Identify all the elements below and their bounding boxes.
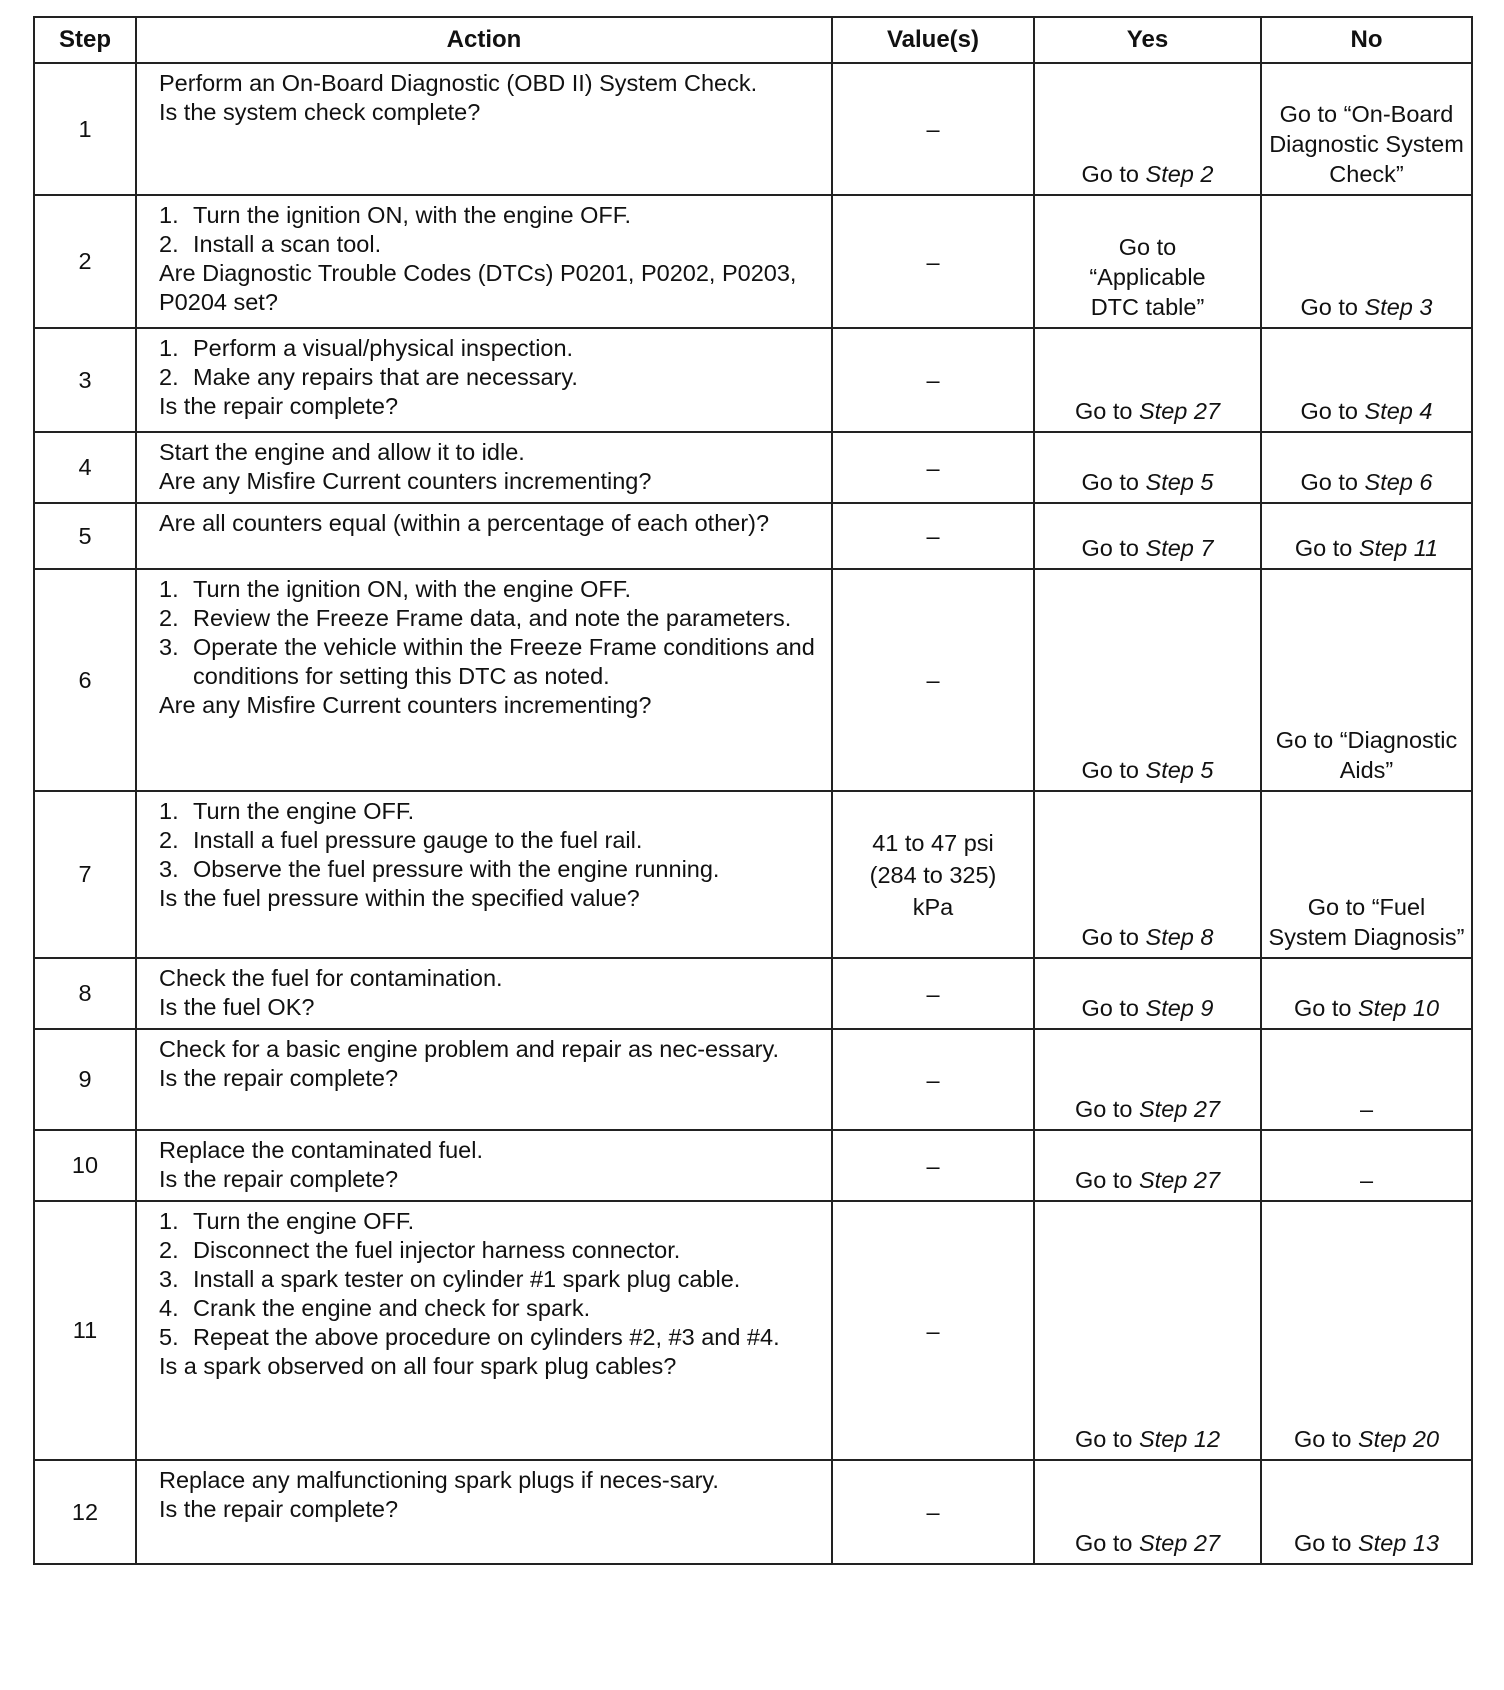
action-cell — [136, 569, 832, 791]
value-cell — [832, 958, 1034, 1029]
yes-cell — [1034, 195, 1261, 328]
table-row — [34, 1130, 1472, 1201]
header-yes: Yes — [1034, 17, 1261, 63]
yes-prefix: Go to — [1074, 1530, 1139, 1556]
no-destination — [1294, 993, 1439, 1023]
yes-cell — [1034, 328, 1261, 432]
action-cell — [136, 958, 832, 1029]
yes-cell — [1034, 958, 1261, 1029]
step-number: 2 — [34, 195, 136, 328]
no-step-target: Step 6 — [1364, 469, 1433, 495]
header-values: Value(s) — [832, 17, 1034, 63]
no-cell — [1261, 63, 1472, 195]
substep-text: Install a fuel pressure gauge to the fuel rail. — [193, 827, 643, 853]
value-cell — [832, 432, 1034, 503]
step-number: 11 — [34, 1201, 136, 1460]
no-cell — [1261, 328, 1472, 432]
substep-number: 1. — [159, 576, 179, 602]
yes-destination — [1075, 396, 1220, 426]
action-line: Are any Misfire Current counters incrementing? — [159, 468, 652, 494]
value-text: – — [926, 1499, 940, 1525]
no-prefix: Go to “On-Board Diagnostic System Check” — [1269, 101, 1471, 187]
action-line: Start the engine and allow it to idle. — [159, 439, 525, 465]
substep-text: Observe the fuel pressure with the engine running. — [193, 856, 720, 882]
no-cell — [1261, 1130, 1472, 1201]
no-cell — [1261, 432, 1472, 503]
action-line: Is the fuel pressure within the specified value? — [159, 885, 640, 911]
yes-destination — [1082, 993, 1214, 1023]
yes-prefix: Go to — [1081, 995, 1146, 1021]
table-body — [34, 63, 1472, 1564]
yes-destination — [1082, 467, 1214, 497]
value-cell — [832, 195, 1034, 328]
value-cell — [832, 1130, 1034, 1201]
value-text: – — [926, 248, 940, 275]
no-cell — [1261, 503, 1472, 569]
action-substep — [159, 797, 821, 826]
substep-number: 1. — [159, 798, 179, 824]
substep-text: Disconnect the fuel injector harness connector. — [193, 1237, 681, 1263]
action-cell — [136, 328, 832, 432]
no-prefix: Go to — [1294, 535, 1359, 561]
table-row — [34, 1201, 1472, 1460]
action-cell — [136, 1201, 832, 1460]
step-number: 12 — [34, 1460, 136, 1564]
action-substep — [159, 575, 821, 604]
substep-text: Turn the engine OFF. — [193, 798, 415, 824]
table-row — [34, 569, 1472, 791]
action-line: Is the repair complete? — [159, 1166, 399, 1192]
yes-cell — [1034, 569, 1261, 791]
value-text: – — [926, 667, 940, 693]
substep-number: 2. — [159, 231, 179, 257]
step-number: 5 — [34, 503, 136, 569]
action-cell — [136, 1130, 832, 1201]
table-row — [34, 432, 1472, 503]
action-substep — [159, 334, 821, 363]
value-text: – — [926, 367, 940, 393]
value-text: – — [926, 116, 940, 142]
table-row — [34, 63, 1472, 195]
action-line: Perform an On-Board Diagnostic (OBD II) System Check. — [159, 70, 758, 96]
action-line: Are any Misfire Current counters incrementing? — [159, 692, 652, 718]
action-substep — [159, 855, 821, 884]
step-number: 9 — [34, 1029, 136, 1130]
yes-prefix: Go to — [1074, 1167, 1139, 1193]
action-line: Are all counters equal (within a percentage of each other)? — [159, 510, 770, 536]
substep-text: Install a scan tool. — [193, 231, 382, 257]
substep-number: 4. — [159, 1295, 179, 1321]
no-destination — [1268, 725, 1465, 785]
no-prefix: Go to — [1300, 294, 1365, 320]
no-cell — [1261, 1029, 1472, 1130]
substep-text: Install a spark tester on cylinder #1 spark plug cable. — [193, 1266, 741, 1292]
no-prefix: Go to — [1293, 1530, 1358, 1556]
substep-number: 3. — [159, 634, 179, 660]
yes-prefix: Go to — [1081, 535, 1146, 561]
yes-step-target: Step 27 — [1139, 1530, 1221, 1556]
substep-number: 3. — [159, 856, 179, 882]
no-prefix: Go to “Fuel System Diagnosis” — [1268, 894, 1465, 950]
value-cell — [832, 503, 1034, 569]
value-cell — [832, 791, 1034, 958]
yes-cell — [1034, 1130, 1261, 1201]
value-text: – — [926, 454, 940, 481]
no-prefix: Go to — [1300, 469, 1365, 495]
no-prefix: Go to — [1300, 398, 1365, 424]
yes-step-target: Step 2 — [1145, 161, 1214, 187]
yes-step-target: Step 7 — [1145, 535, 1214, 561]
no-prefix: – — [1359, 1096, 1374, 1122]
substep-number: 2. — [159, 605, 179, 631]
action-line: Is the repair complete? — [159, 1496, 399, 1522]
yes-step-target: Step 9 — [1145, 995, 1214, 1021]
substep-number: 5. — [159, 1324, 179, 1350]
step-number: 7 — [34, 791, 136, 958]
no-cell — [1261, 1460, 1472, 1564]
no-cell — [1261, 569, 1472, 791]
action-line: Is the system check complete? — [159, 99, 481, 125]
table-header-row — [34, 17, 1472, 63]
yes-destination — [1075, 1165, 1220, 1195]
no-step-target: Step 10 — [1358, 995, 1440, 1021]
action-cell — [136, 791, 832, 958]
value-cell — [832, 63, 1034, 195]
table-row — [34, 328, 1472, 432]
action-substep — [159, 826, 821, 855]
no-destination — [1360, 1165, 1373, 1195]
action-substep — [159, 201, 821, 230]
substep-text: Turn the ignition ON, with the engine OFF. — [193, 576, 632, 602]
substep-text: Repeat the above procedure on cylinders #2, #3 and #4. — [193, 1324, 780, 1350]
action-line: Is the repair complete? — [159, 393, 399, 419]
value-cell — [832, 328, 1034, 432]
yes-destination — [1075, 1094, 1220, 1124]
value-cell — [832, 1201, 1034, 1460]
yes-prefix: Go to — [1074, 398, 1139, 424]
action-cell — [136, 1460, 832, 1564]
no-prefix: Go to — [1293, 1426, 1358, 1452]
no-destination — [1360, 1094, 1373, 1124]
action-cell — [136, 195, 832, 328]
no-prefix: Go to — [1293, 995, 1358, 1021]
action-line: Is the fuel OK? — [159, 994, 315, 1020]
value-text: 41 to 47 psi (284 to 325) kPa — [869, 829, 997, 920]
yes-cell — [1034, 1201, 1261, 1460]
action-cell — [136, 432, 832, 503]
action-substep — [159, 230, 821, 259]
substep-number: 1. — [159, 335, 179, 361]
value-text: – — [926, 980, 940, 1007]
action-substep — [159, 1323, 821, 1352]
no-destination — [1301, 467, 1433, 497]
action-line: Are Diagnostic Trouble Codes (DTCs) P0201, P0202, P0203, P0204 set? — [159, 260, 797, 315]
action-substep — [159, 1294, 821, 1323]
value-text: – — [926, 1152, 940, 1179]
step-number: 10 — [34, 1130, 136, 1201]
no-destination — [1268, 892, 1465, 952]
yes-destination — [1082, 159, 1214, 189]
yes-step-target: Step 27 — [1139, 1096, 1221, 1122]
yes-step-target: Step 5 — [1145, 469, 1214, 495]
yes-destination — [1082, 755, 1214, 785]
no-step-target: Step 4 — [1364, 398, 1433, 424]
no-prefix: – — [1359, 1167, 1374, 1193]
substep-number: 1. — [159, 202, 179, 228]
substep-text: Crank the engine and check for spark. — [193, 1295, 591, 1321]
substep-number: 2. — [159, 827, 179, 853]
yes-destination — [1075, 1528, 1220, 1558]
action-line: Replace the contaminated fuel. — [159, 1137, 483, 1163]
value-cell — [832, 569, 1034, 791]
yes-cell — [1034, 432, 1261, 503]
yes-cell — [1034, 1460, 1261, 1564]
no-cell — [1261, 195, 1472, 328]
substep-number: 2. — [159, 364, 179, 390]
table-row — [34, 1460, 1472, 1564]
value-text: – — [926, 523, 940, 549]
no-prefix: Go to “Diagnostic Aids” — [1275, 727, 1463, 783]
substep-text: Turn the ignition ON, with the engine OFF. — [193, 202, 632, 228]
table-row — [34, 791, 1472, 958]
no-destination — [1301, 396, 1433, 426]
substep-number: 2. — [159, 1237, 179, 1263]
step-number: 6 — [34, 569, 136, 791]
substep-text: Perform a visual/physical inspection. — [193, 335, 574, 361]
no-cell — [1261, 1201, 1472, 1460]
no-destination — [1294, 1424, 1439, 1454]
header-action: Action — [136, 17, 832, 63]
no-destination — [1295, 533, 1438, 563]
yes-step-target: Step 27 — [1139, 1167, 1221, 1193]
step-number: 4 — [34, 432, 136, 503]
table-row — [34, 1029, 1472, 1130]
step-number: 8 — [34, 958, 136, 1029]
substep-number: 3. — [159, 1266, 179, 1292]
yes-cell — [1034, 791, 1261, 958]
yes-prefix: Go to — [1081, 469, 1146, 495]
action-line: Is the repair complete? — [159, 1065, 399, 1091]
action-substep — [159, 1265, 821, 1294]
substep-text: Turn the engine OFF. — [193, 1208, 415, 1234]
action-line: Is a spark observed on all four spark plug cables? — [159, 1353, 677, 1379]
value-text: – — [926, 1066, 940, 1093]
header-no: No — [1261, 17, 1472, 63]
no-destination — [1301, 292, 1433, 322]
action-cell — [136, 1029, 832, 1130]
no-step-target: Step 3 — [1364, 294, 1433, 320]
yes-step-target: Step 8 — [1145, 924, 1214, 950]
action-line: Check for a basic engine problem and repair as nec-essary. — [159, 1036, 780, 1062]
yes-prefix: Go to “Applicable DTC table” — [1089, 234, 1213, 320]
yes-destination — [1075, 1424, 1220, 1454]
yes-prefix: Go to — [1074, 1096, 1139, 1122]
step-number: 1 — [34, 63, 136, 195]
no-cell — [1261, 791, 1472, 958]
no-step-target: Step 20 — [1358, 1426, 1440, 1452]
yes-destination — [1073, 232, 1223, 322]
yes-step-target: Step 5 — [1145, 757, 1214, 783]
step-number: 3 — [34, 328, 136, 432]
yes-step-target: Step 12 — [1139, 1426, 1221, 1452]
no-step-target: Step 13 — [1358, 1530, 1440, 1556]
table-row — [34, 503, 1472, 569]
action-line: Check the fuel for contamination. — [159, 965, 503, 991]
action-line: Replace any malfunctioning spark plugs if neces-sary. — [159, 1467, 719, 1493]
yes-cell — [1034, 63, 1261, 195]
diagnostic-table — [33, 16, 1473, 1565]
action-substep — [159, 633, 821, 691]
yes-prefix: Go to — [1081, 757, 1146, 783]
yes-cell — [1034, 1029, 1261, 1130]
value-cell — [832, 1029, 1034, 1130]
action-substep — [159, 1207, 821, 1236]
no-step-target: Step 11 — [1358, 535, 1439, 561]
action-cell — [136, 503, 832, 569]
table-row — [34, 195, 1472, 328]
yes-prefix: Go to — [1081, 161, 1146, 187]
action-substep — [159, 1236, 821, 1265]
substep-text: Make any repairs that are necessary. — [193, 364, 578, 390]
yes-destination — [1082, 533, 1214, 563]
action-substep — [159, 604, 821, 633]
substep-text: Review the Freeze Frame data, and note the parameters. — [193, 605, 792, 631]
no-cell — [1261, 958, 1472, 1029]
table-row — [34, 958, 1472, 1029]
value-text: – — [926, 1317, 940, 1344]
yes-destination — [1082, 922, 1214, 952]
action-substep — [159, 363, 821, 392]
yes-step-target: Step 27 — [1139, 398, 1221, 424]
no-destination — [1294, 1528, 1439, 1558]
action-cell — [136, 63, 832, 195]
yes-prefix: Go to — [1074, 1426, 1139, 1452]
header-step: Step — [34, 17, 136, 63]
no-destination — [1268, 99, 1471, 189]
yes-cell — [1034, 503, 1261, 569]
substep-number: 1. — [159, 1208, 179, 1234]
value-cell — [832, 1460, 1034, 1564]
substep-text: Operate the vehicle within the Freeze Frame conditions and conditions for setting this DTC as noted. — [193, 634, 815, 689]
yes-prefix: Go to — [1081, 924, 1146, 950]
